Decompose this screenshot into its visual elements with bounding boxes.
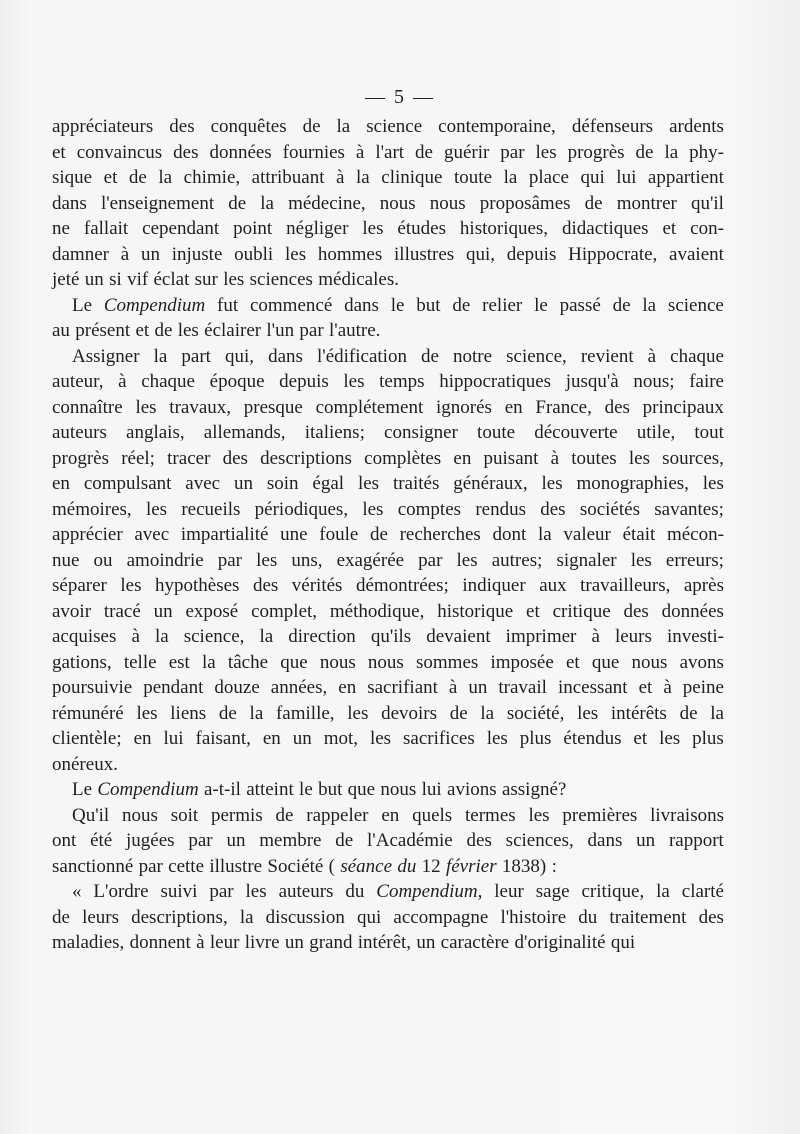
text-line: onéreux. xyxy=(52,753,118,775)
text-line: sanctionné par cette illustre Société ( séance du 12 février 1838) : xyxy=(52,855,557,877)
text-line: nue ou amoindrie par les uns, exagérée par les autres; signaler les erreurs; xyxy=(52,549,724,571)
text-line: au présent et de les éclairer l'un par l'autre. xyxy=(52,320,381,341)
text-line: en compulsant avec un soin égal les traités généraux, les monographies, les xyxy=(52,473,724,494)
text-line: appréciateurs des conquêtes de la science contemporaine, défenseurs ardents xyxy=(52,116,724,137)
text-line: auteurs anglais, allemands, italiens; consigner toute découverte utile, tout xyxy=(52,422,724,443)
text-line: Qu'il nous soit permis de rappeler en quels termes les premières livraisons xyxy=(72,804,724,826)
text-line: connaître les travaux, presque complétement ignorés en France, des principaux xyxy=(52,396,724,418)
text-line: auteur, à chaque époque depuis les temps hippocratiques jusqu'à nous; faire xyxy=(52,371,724,392)
text-line: gations, telle est la tâche que nous nous sommes imposée et que nous avons xyxy=(52,651,724,673)
text-line: et convaincus des données fournies à l'art de guérir par les progrès de la phy- xyxy=(52,141,724,163)
text-line: progrès réel; tracer des descriptions complètes en puisant à toutes les sources, xyxy=(52,447,724,469)
paragraph xyxy=(52,114,724,293)
paragraph xyxy=(52,803,724,880)
paragraph xyxy=(52,293,724,344)
text-line: clientèle; en lui faisant, en un mot, les sacrifices les plus étendus et les plus xyxy=(52,728,724,749)
paragraph xyxy=(52,879,724,956)
text-line: ne fallait cependant point négliger les études historiques, didactiques et con- xyxy=(52,218,724,239)
text-line: jeté un si vif éclat sur les sciences médicales. xyxy=(52,269,399,290)
text-line: Le Compendium fut commencé dans le but de relier le passé de la science xyxy=(72,294,724,316)
text-line: sique et de la chimie, attribuant à la clinique toute la place qui lui appartient xyxy=(52,167,724,188)
paragraph xyxy=(52,777,724,803)
paragraph xyxy=(52,344,724,778)
text-line: damner à un injuste oubli les hommes illustres qui, depuis Hippocrate, avaient xyxy=(52,243,724,265)
text-line: ont été jugées par un membre de l'Académie des sciences, dans un rapport xyxy=(52,830,724,851)
text-line: rémunéré les liens de la famille, les devoirs de la société, les intérêts de la xyxy=(52,702,724,724)
text-line: Assigner la part qui, dans l'édification de notre science, revient à chaque xyxy=(72,345,724,367)
text-line: mémoires, les recueils périodiques, les comptes rendus des sociétés savantes; xyxy=(52,498,724,520)
text-line: « L'ordre suivi par les auteurs du Compendium, leur sage critique, la clarté xyxy=(72,881,724,902)
page-number: — 5 — xyxy=(365,86,435,108)
text-line: Le Compendium a-t-il atteint le but que nous lui avions assigné? xyxy=(72,779,567,800)
text-line: maladies, donnent à leur livre un grand intérêt, un caractère d'originalité qui xyxy=(52,932,636,953)
body-text xyxy=(52,114,724,956)
text-line: poursuivie pendant douze années, en sacrifiant à un travail incessant et à peine xyxy=(52,677,724,698)
text-line: apprécier avec impartialité une foule de recherches dont la valeur était mécon- xyxy=(52,524,724,545)
text-line: avoir tracé un exposé complet, méthodique, historique et critique des données xyxy=(52,600,724,622)
text-line: acquises à la science, la direction qu'ils devaient imprimer à leurs investi- xyxy=(52,626,724,647)
text-line: séparer les hypothèses des vérités démontrées; indiquer aux travailleurs, après xyxy=(52,575,724,596)
text-line: dans l'enseignement de la médecine, nous nous proposâmes de montrer qu'il xyxy=(52,192,724,214)
text-line: de leurs descriptions, la discussion qui accompagne l'histoire du traitement des xyxy=(52,906,724,928)
